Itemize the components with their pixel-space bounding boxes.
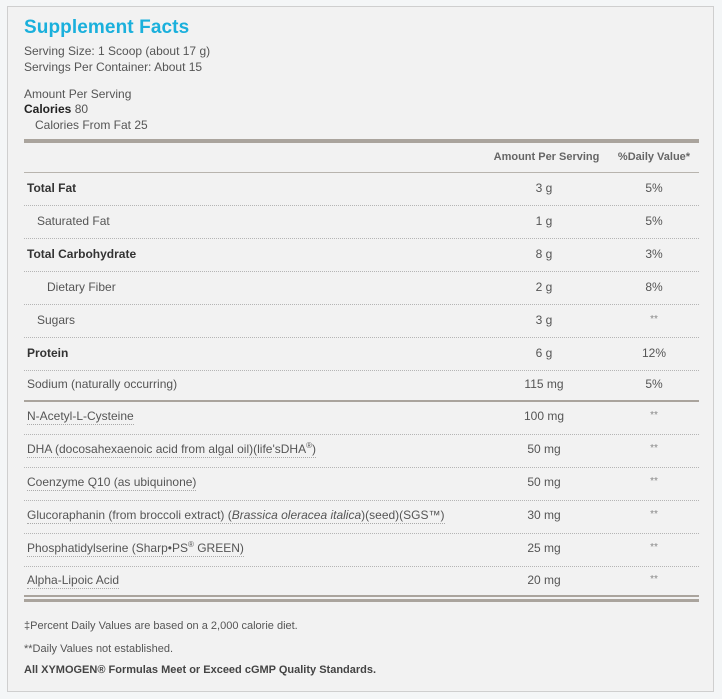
- separator-dotted: [24, 271, 699, 272]
- table-row: [24, 277, 699, 297]
- nutrient-name: Sodium (naturally occurring): [27, 377, 178, 391]
- nutrient-amount: 3 g: [535, 181, 553, 195]
- separator-dotted: [24, 467, 699, 468]
- nutrient-dv: **: [650, 314, 658, 325]
- amount-per-serving-label: Amount Per Serving: [24, 87, 132, 101]
- calories-value: 80: [71, 102, 89, 116]
- nutrient-name: Sugars: [37, 313, 76, 327]
- ingredient-dv: **: [650, 542, 658, 553]
- calories-line: [24, 102, 88, 117]
- botanical-name: Brassica oleracea italica: [231, 508, 362, 522]
- ingredient-name-text: GREEN): [193, 541, 244, 555]
- header-daily-value: %Daily Value*: [617, 151, 691, 163]
- nutrient-amount: 115 mg: [524, 377, 564, 391]
- separator-thin: [24, 172, 699, 173]
- ingredient-name[interactable]: [27, 441, 316, 458]
- supplement-facts-panel: [7, 6, 714, 692]
- ingredient-amount: 25 mg: [527, 541, 561, 555]
- footnote-quality: All XYMOGEN® Formulas Meet or Exceed cGMP Quality Standards.: [24, 664, 377, 676]
- separator-dotted: [24, 434, 699, 435]
- table-row: [24, 472, 699, 492]
- registered-mark: ®: [187, 540, 194, 549]
- nutrient-dv: 5%: [645, 377, 663, 391]
- ingredient-name[interactable]: Coenzyme Q10 (as ubiquinone): [27, 475, 197, 489]
- ingredient-name-text: Phosphatidylserine (Sharp•PS: [27, 541, 188, 555]
- separator-double-bottom: [24, 599, 699, 602]
- ingredient-amount: 20 mg: [527, 573, 561, 587]
- table-row: [24, 439, 699, 459]
- ingredient-name[interactable]: Alpha-Lipoic Acid: [27, 573, 120, 587]
- ingredient-amount: 50 mg: [527, 475, 561, 489]
- table-row: [24, 211, 699, 231]
- separator-dotted: [24, 304, 699, 305]
- separator-dotted: [24, 500, 699, 501]
- nutrient-name: Total Fat: [27, 181, 77, 195]
- ingredient-dv: **: [650, 443, 658, 454]
- nutrient-amount: 6 g: [535, 346, 553, 360]
- table-row: [24, 178, 699, 198]
- separator-dotted: [24, 566, 699, 567]
- ingredient-dv: **: [650, 509, 658, 520]
- ingredient-name[interactable]: [27, 507, 445, 524]
- separator-double-top: [24, 595, 699, 597]
- nutrient-amount: 1 g: [535, 214, 553, 228]
- nutrient-dv: 5%: [645, 214, 663, 228]
- nutrient-name: Saturated Fat: [37, 214, 110, 228]
- table-row: [24, 570, 699, 590]
- ingredient-amount: 100 mg: [523, 409, 565, 423]
- ingredient-name[interactable]: [27, 540, 244, 557]
- ingredient-dv: **: [650, 574, 658, 585]
- ingredient-dv: **: [650, 410, 658, 421]
- nutrient-dv: 8%: [645, 280, 663, 294]
- separator-dotted: [24, 205, 699, 206]
- servings-per-container: Servings Per Container: About 15: [24, 60, 203, 74]
- table-row: [24, 505, 699, 525]
- nutrient-name: Dietary Fiber: [47, 280, 116, 294]
- ingredient-dv: **: [650, 476, 658, 487]
- nutrient-dv: 5%: [645, 181, 663, 195]
- table-row: [24, 244, 699, 264]
- serving-size: Serving Size: 1 Scoop (about 17 g): [24, 44, 211, 58]
- table-row: [24, 406, 699, 426]
- table-header: [24, 151, 699, 167]
- nutrient-name: Protein: [27, 346, 69, 360]
- separator-dotted: [24, 370, 699, 371]
- table-row: [24, 343, 699, 363]
- ingredient-amount: 30 mg: [527, 508, 561, 522]
- ingredient-name-text: )(seed)(SGS™): [361, 508, 445, 522]
- nutrient-amount: 2 g: [535, 280, 553, 294]
- ingredient-name-text: DHA (docosahexaenoic acid from algal oil)(life'sDHA: [27, 442, 307, 456]
- nutrient-amount: 3 g: [535, 313, 553, 327]
- table-row: [24, 310, 699, 330]
- page-title: Supplement Facts: [24, 17, 190, 38]
- separator-dotted: [24, 238, 699, 239]
- ingredient-name-text: Glucoraphanin (from broccoli extract) (: [27, 508, 232, 522]
- table-row: [24, 374, 699, 394]
- separator-section: [24, 400, 699, 402]
- separator-thick: [24, 139, 699, 143]
- footnote-percent-dv: ‡Percent Daily Values are based on a 2,000 calorie diet.: [24, 620, 298, 632]
- calories-from-fat: Calories From Fat 25: [35, 118, 148, 132]
- nutrient-dv: 3%: [645, 247, 663, 261]
- nutrient-dv: 12%: [641, 346, 667, 360]
- header-amount: Amount Per Serving: [493, 151, 600, 163]
- separator-dotted: [24, 337, 699, 338]
- nutrient-amount: 8 g: [535, 247, 553, 261]
- nutrient-name: Total Carbohydrate: [27, 247, 137, 261]
- ingredient-name[interactable]: N-Acetyl-L-Cysteine: [27, 409, 134, 423]
- registered-mark: ®: [306, 441, 312, 450]
- footnote-not-established: **Daily Values not established.: [24, 643, 173, 655]
- table-row: [24, 538, 699, 558]
- ingredient-amount: 50 mg: [527, 442, 561, 456]
- calories-label: Calories: [24, 102, 72, 116]
- separator-dotted: [24, 533, 699, 534]
- ingredient-name-text: ): [311, 442, 316, 456]
